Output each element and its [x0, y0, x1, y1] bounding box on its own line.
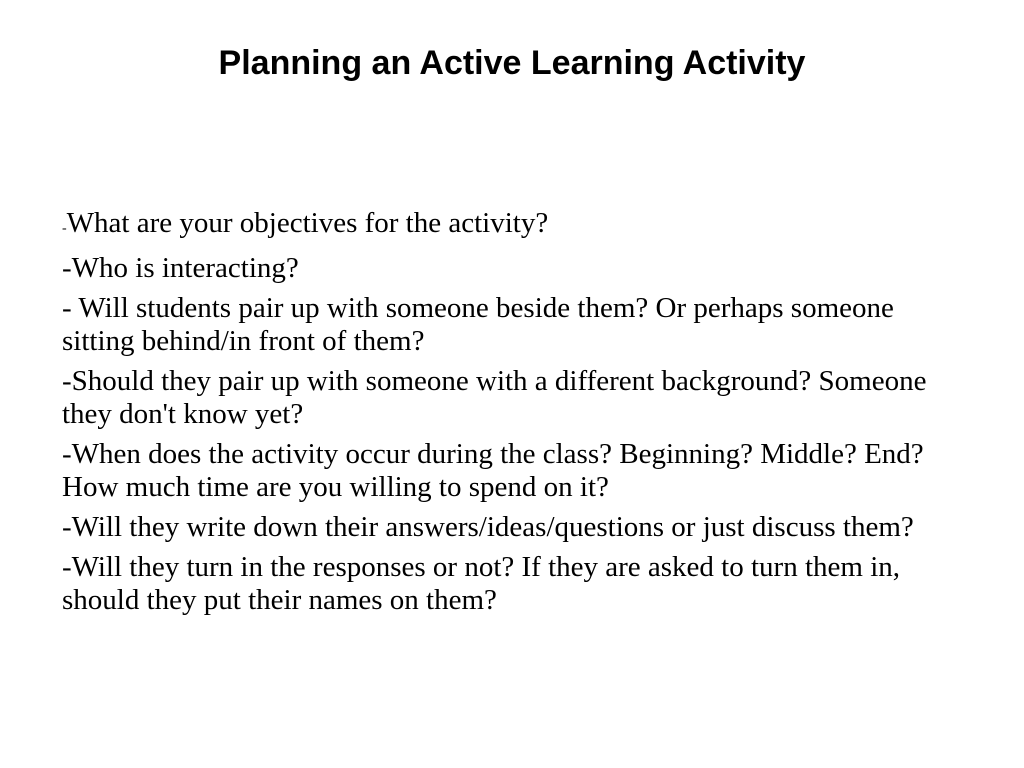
bullet-list [62, 207, 967, 624]
bullet-text: -Will they turn in the responses or not? If they are asked to turn them in, should they put their names on them? [62, 551, 900, 616]
bullet-item [62, 207, 967, 245]
bullet-text: -Who is interacting? [62, 252, 299, 284]
bullet-text: What are your objectives for the activity? [66, 207, 549, 239]
bullet-item [62, 551, 967, 617]
bullet-item [62, 438, 967, 504]
bullet-item [62, 292, 967, 358]
bullet-item [62, 365, 967, 431]
slide-title: Planning an Active Learning Activity [218, 44, 806, 82]
bullet-item [62, 252, 967, 285]
bullet-item [62, 511, 967, 544]
bullet-text: -Will they write down their answers/ideas/questions or just discuss them? [62, 511, 914, 543]
bullet-text: -Should they pair up with someone with a different background? Someone they don't know yet? [62, 365, 927, 430]
bullet-text: - Will students pair up with someone beside them? Or perhaps someone sitting behind/in front of them? [62, 292, 894, 357]
bullet-prefix: - [62, 221, 67, 236]
bullet-text: -When does the activity occur during the class? Beginning? Middle? End? How much time are you willing to spend on it? [62, 438, 924, 503]
